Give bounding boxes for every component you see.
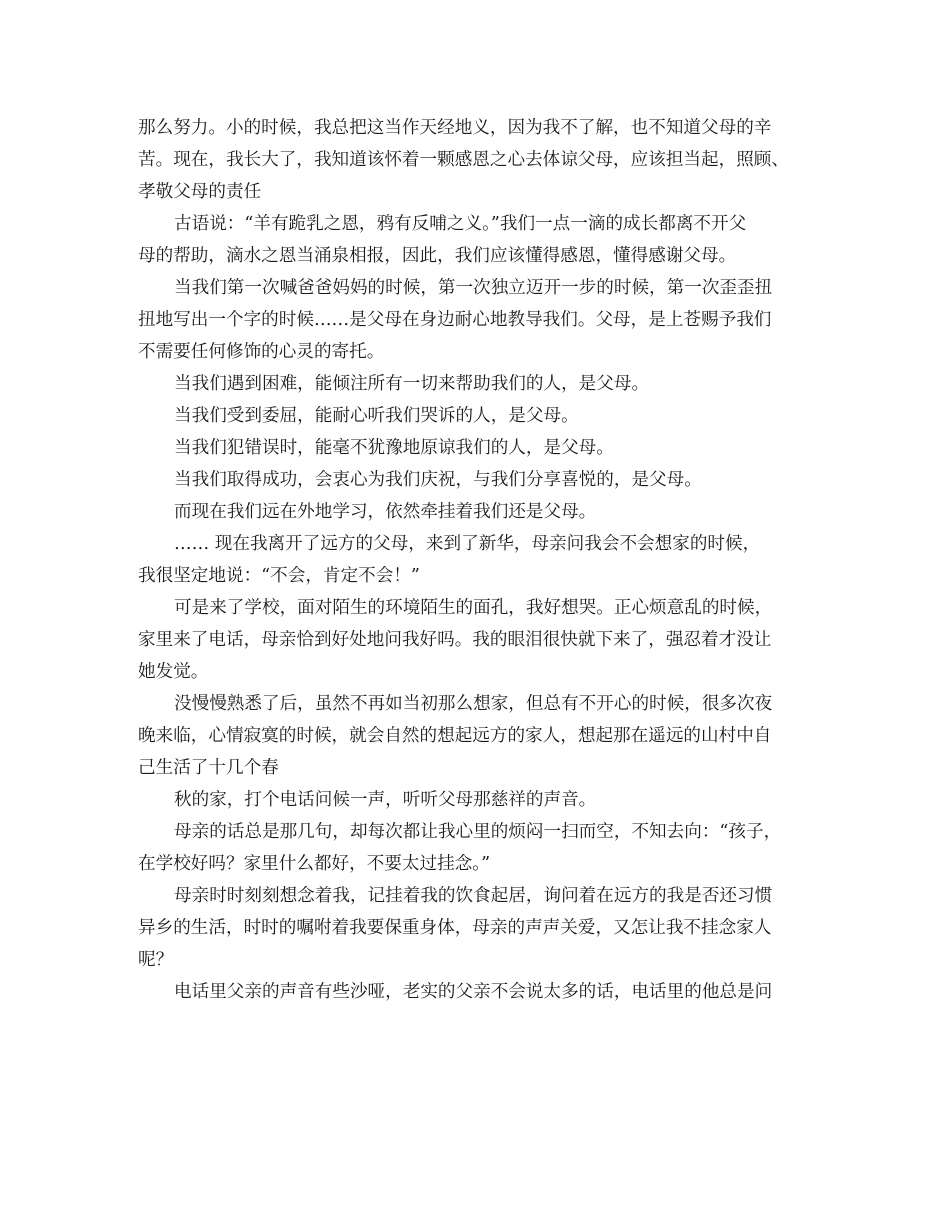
text-line: 晚来临，心情寂寞的时候，就会自然的想起远方的家人，想起那在遥远的山村中自 — [138, 726, 772, 746]
text-line: 母亲时时刻刻想念着我，记挂着我的饮食起居，询问着在远方的我是否还习惯 — [174, 886, 773, 906]
text-line: 那么努力。小的时候，我总把这当作天经地义，因为我不了解，也不知道父母的辛 — [138, 118, 772, 138]
text-line: 己生活了十几个春 — [138, 758, 279, 778]
text-line: 没慢慢熟悉了后，虽然不再如当初那么想家，但总有不开心的时候，很多次夜 — [174, 694, 773, 714]
text-line: 秋的家，打个电话问候一声，听听父母那慈祥的声音。 — [174, 790, 597, 810]
text-line: 当我们犯错误时，能毫不犹豫地原谅我们的人，是父母。 — [174, 438, 614, 458]
text-line: 电话里父亲的声音有些沙哑，老实的父亲不会说太多的话，电话里的他总是问 — [174, 982, 773, 1002]
text-line: 苦。现在，我长大了，我知道该怀着一颗感恩之心去体谅父母，应该担当起，照顾、 — [138, 150, 789, 170]
text-line: 她发觉。 — [138, 662, 209, 682]
text-line: 当我们第一次喊爸爸妈妈的时候，第一次独立迈开一步的时候，第一次歪歪扭 — [174, 278, 773, 298]
text-line: 在学校好吗？家里什么都好，不要太过挂念。” — [138, 854, 491, 874]
text-line: 而现在我们远在外地学习，依然牵挂着我们还是父母。 — [174, 502, 597, 522]
text-line: 古语说：“羊有跪乳之恩，鸦有反哺之义。”我们一点一滴的成长都离不开父 — [174, 214, 747, 234]
body-text — [138, 112, 818, 1008]
text-line: 异乡的生活，时时的嘱咐着我要保重身体，母亲的声声关爱，又怎让我不挂念家人 — [138, 918, 772, 938]
text-line: 当我们取得成功，会衷心为我们庆祝，与我们分享喜悦的，是父母。 — [174, 470, 702, 490]
text-line: 扭地写出一个字的时候……是父母在身边耐心地教导我们。父母，是上苍赐予我们 — [138, 310, 772, 330]
text-line: 孝敬父母的责任 — [138, 182, 262, 202]
text-line: 母的帮助，滴水之恩当涌泉相报，因此，我们应该懂得感恩，懂得感谢父母。 — [138, 246, 737, 266]
text-line: 可是来了学校，面对陌生的环境陌生的面孔，我好想哭。正心烦意乱的时候， — [174, 598, 773, 618]
text-line: …… 现在我离开了远方的父母，来到了新华，母亲问我会不会想家的时候， — [174, 534, 761, 554]
text-line: 母亲的话总是那几句，却每次都让我心里的烦闷一扫而空，不知去向：“孩子， — [174, 822, 782, 842]
text-line: 当我们遇到困难，能倾注所有一切来帮助我们的人，是父母。 — [174, 374, 650, 394]
text-line: 家里来了电话，母亲恰到好处地问我好吗。我的眼泪很快就下来了，强忍着才没让 — [138, 630, 772, 650]
text-line: 不需要任何修饰的心灵的寄托。 — [138, 342, 385, 362]
text-line: 我很坚定地说：“不会，肯定不会！” — [138, 566, 420, 586]
text-line: 当我们受到委屈，能耐心听我们哭诉的人，是父母。 — [174, 406, 579, 426]
text-line: 呢？ — [138, 950, 174, 970]
